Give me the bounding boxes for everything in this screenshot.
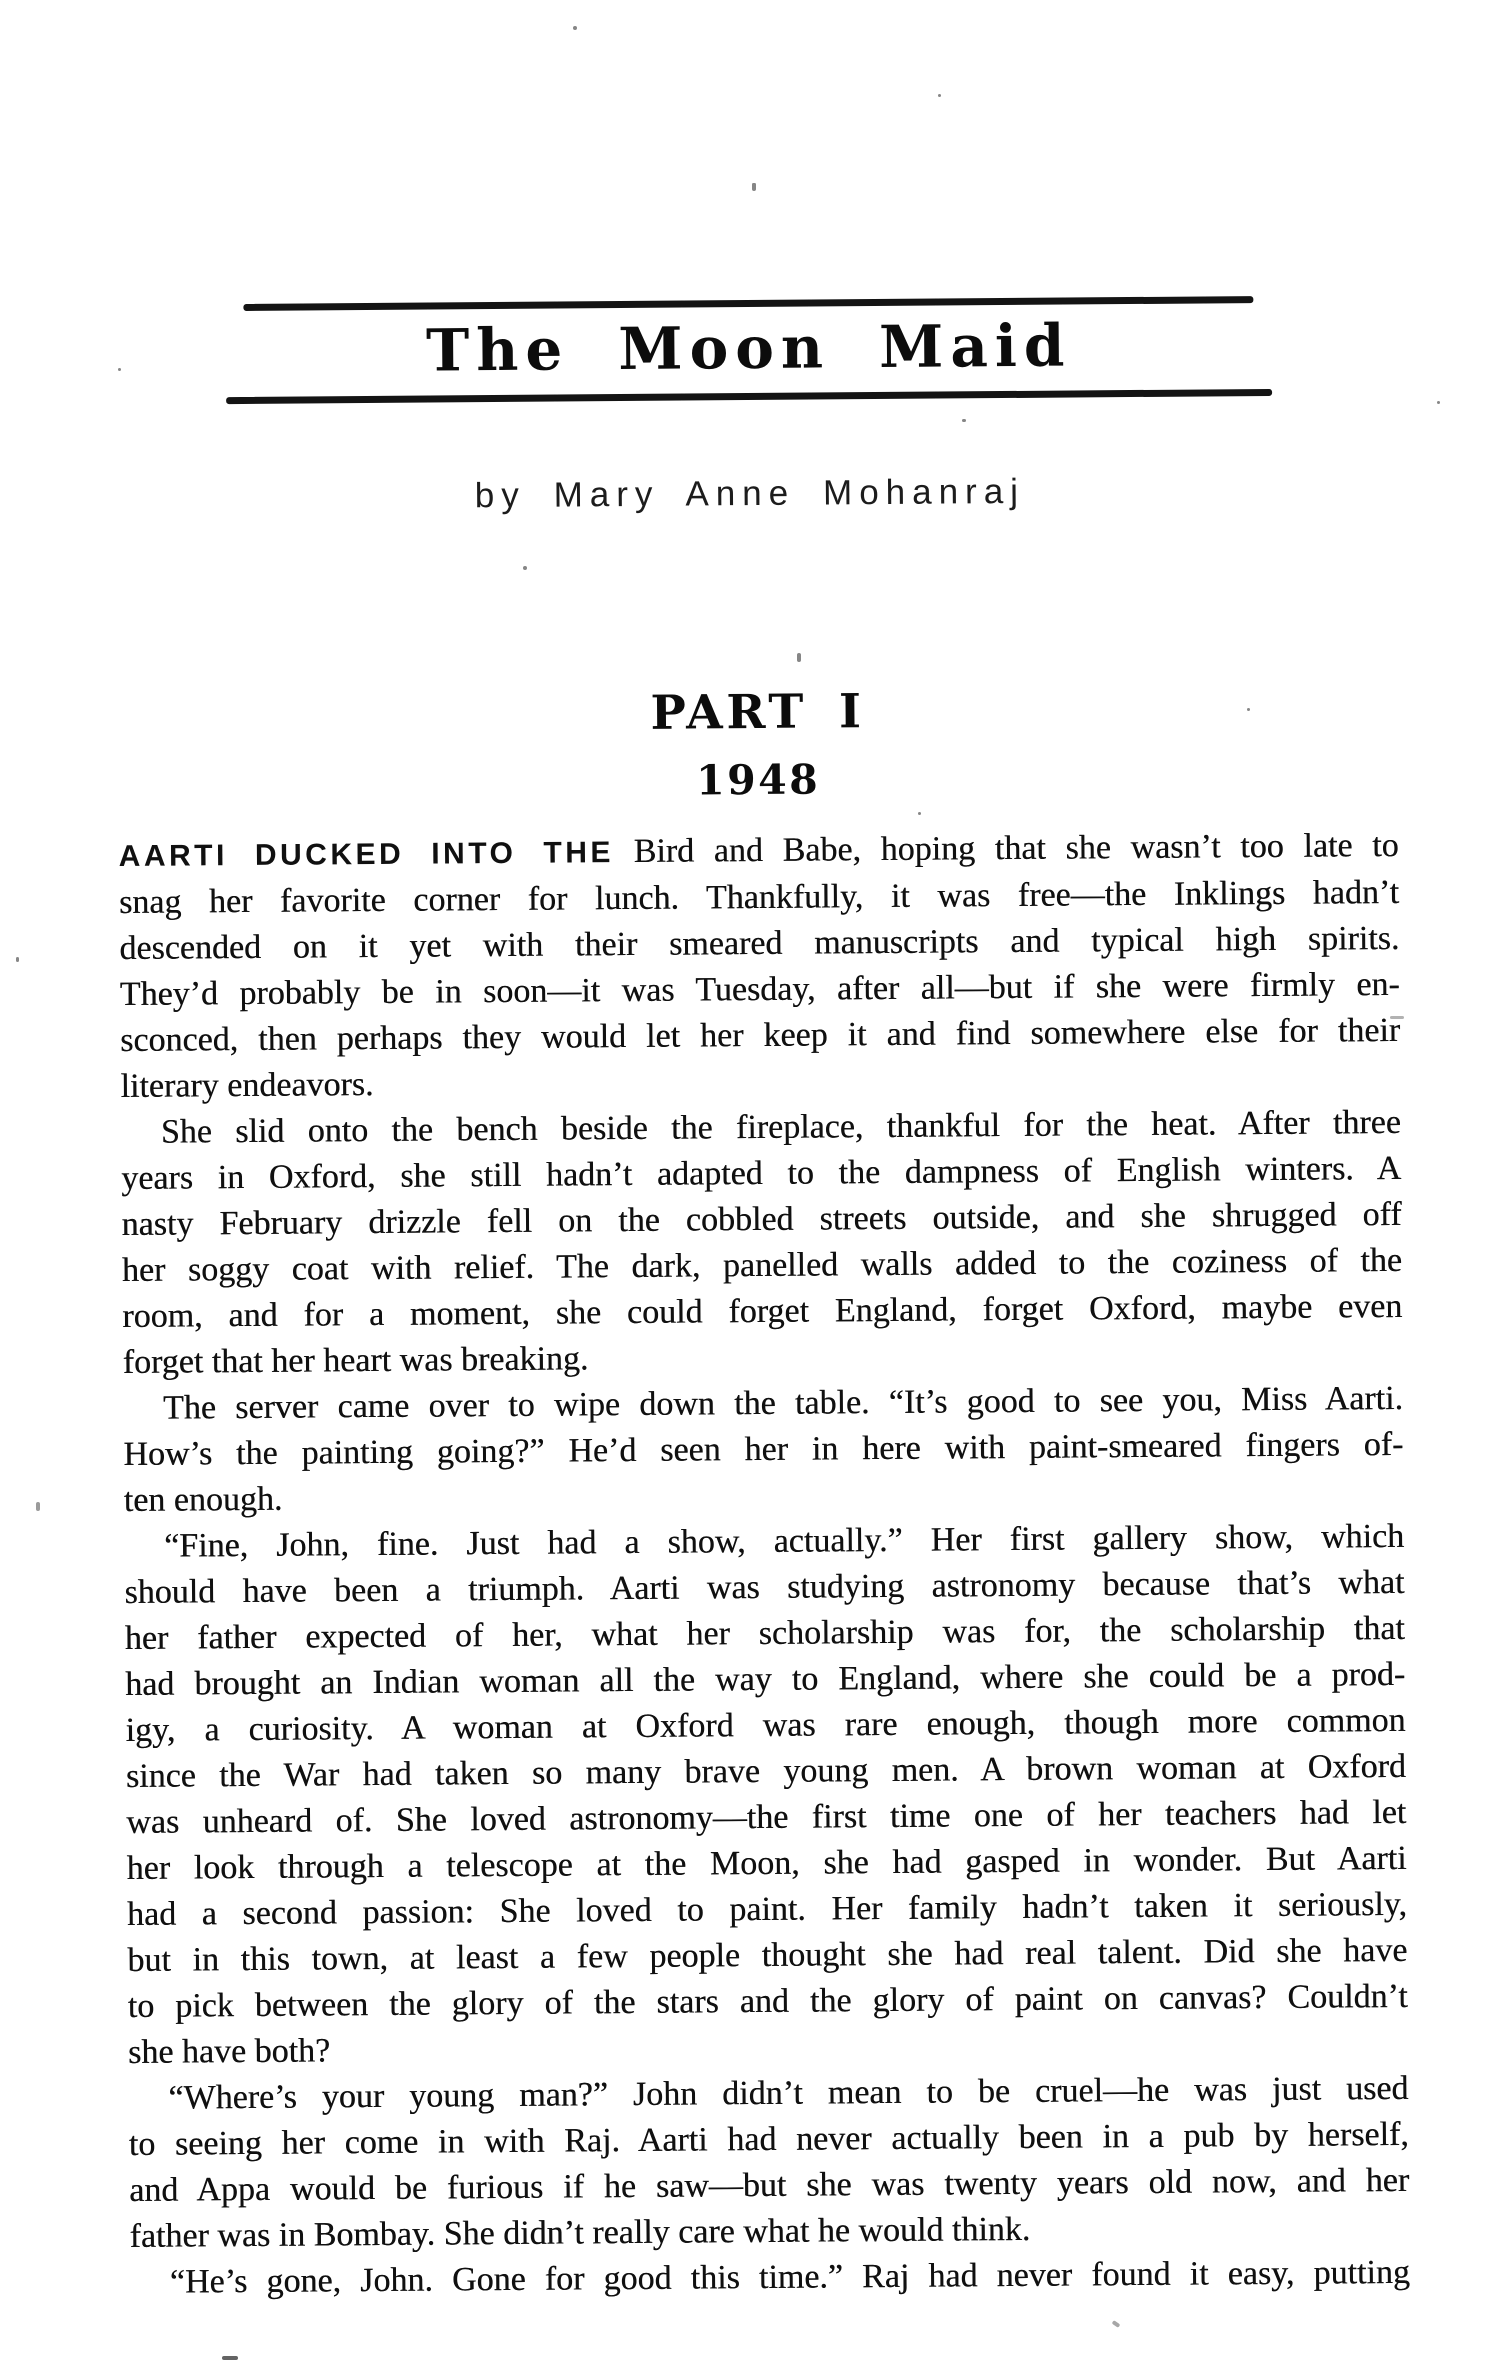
scan-speck [118, 368, 121, 371]
story-line: had a second passion: She loved to paint. Her family hadn’t taken it seriously, [126, 1885, 1408, 1933]
scan-speck [16, 957, 19, 962]
story-line: They’d probably be in soon—it was Tuesday, after all—but if she were firmly en- [119, 965, 1400, 1013]
paragraph [124, 1514, 1408, 2076]
story-line: her look through a telescope at the Moon, she had gasped in wonder. But Aarti [126, 1839, 1407, 1887]
story-line: had brought an Indian woman all the way to England, where she could be a prod- [125, 1655, 1406, 1703]
story-line: should have been a triumph. Aarti was studying astronomy because that’s what [124, 1563, 1405, 1611]
scan-speck [1112, 2320, 1121, 2328]
story-line: literary endeavors. [120, 1066, 374, 1105]
story-line: room, and for a moment, she could forget England, forget Oxford, maybe even [122, 1287, 1403, 1335]
story-line: “Fine, John, fine. Just had a show, actually.” Her first gallery show, which [163, 1517, 1405, 1565]
lead-in-caps: AARTI DUCKED INTO THE [118, 836, 615, 873]
scan-speck [1390, 1016, 1404, 1019]
paragraph [123, 1376, 1404, 1524]
story-line: The server came over to wipe down the table. “It’s good to see you, Miss Aarti. [162, 1379, 1404, 1427]
story-line: AARTI DUCKED INTO THE Bird and Babe, hoping that she wasn’t too late to [118, 826, 1399, 873]
story-title: The Moon Maid [425, 311, 1072, 385]
title-rule-bottom [226, 389, 1272, 404]
story-line: to seeing her come in with Raj. Aarti had never actually been in a pub by herself, [128, 2115, 1409, 2163]
story-line: her father expected of her, what her scholarship was for, the scholarship that [124, 1609, 1405, 1657]
scan-speck [523, 566, 527, 570]
paragraph [119, 823, 1401, 1110]
story-line: She slid onto the bench beside the fireplace, thankful for the heat. After three [160, 1103, 1401, 1151]
scan-speck [573, 26, 577, 30]
scan-speck [752, 183, 756, 191]
paragraph [130, 2250, 1410, 2306]
story-line: father was in Bombay. She didn’t really care what he would think. [129, 2210, 1031, 2255]
part-heading: PART I [650, 684, 865, 741]
story-line: How’s the painting going?” He’d seen her in here with paint-smeared fingers of- [123, 1425, 1404, 1473]
story-line: she have both? [127, 2032, 331, 2071]
scan-speck [962, 419, 966, 422]
story-line: since the War had taken so many brave young men. A brown woman at Oxford [125, 1747, 1407, 1795]
paragraph [121, 1100, 1403, 1386]
story-line: but in this town, at least a few people thought she had real talent. Did she have [127, 1931, 1408, 1979]
scan-speck [918, 812, 921, 815]
story-byline: by Mary Anne Mohanraj [474, 471, 1026, 516]
scan-speck [1247, 708, 1250, 711]
story-line: years in Oxford, she still hadn’t adapted to the dampness of English winters. A [121, 1149, 1402, 1197]
story-line: descended on it yet with their smeared manuscripts and typical high spirits. [119, 919, 1400, 967]
section-heading [117, 683, 1398, 807]
page-content [112, 0, 1410, 2306]
story-line: and Appa would be furious if he saw—but she was twenty years old now, and her [129, 2161, 1410, 2209]
scan-speck [36, 1502, 40, 1511]
title-rule-top [243, 296, 1253, 311]
scan-speck [222, 2356, 238, 2360]
story-line: snag her favorite corner for lunch. Thankfully, it was free—the Inklings hadn’t [118, 873, 1400, 921]
story-line: to pick between the glory of the stars and the glory of paint on canvas? Couldn’t [127, 1977, 1408, 2025]
story-masthead [102, 295, 1396, 521]
story-line: sconced, then perhaps they would let her keep it and find somewhere else for their [120, 1011, 1401, 1059]
story-line: her soggy coat with relief. The dark, panelled walls added to the coziness of the [121, 1241, 1403, 1289]
story-line: ten enough. [123, 1480, 283, 1519]
year-heading: 1948 [695, 755, 821, 805]
story-line: was unheard of. She loved astronomy—the first time one of her teachers had let [126, 1793, 1407, 1841]
story-line: igy, a curiosity. A woman at Oxford was rare enough, though more common [125, 1701, 1406, 1749]
story-line: nasty February drizzle fell on the cobbled streets outside, and she shrugged off [121, 1195, 1402, 1243]
scan-speck [797, 653, 801, 662]
paragraph [128, 2066, 1409, 2260]
scan-speck [1437, 401, 1440, 404]
story-body [119, 823, 1411, 2306]
story-line: forget that her heart was breaking. [122, 1340, 589, 1381]
story-line: “He’s gone, John. Gone for good this time.” Raj had never found it easy, putting [169, 2253, 1411, 2301]
scan-speck [938, 94, 941, 97]
story-line: “Where’s your young man?” John didn’t mean to be cruel—he was just used [168, 2069, 1409, 2117]
